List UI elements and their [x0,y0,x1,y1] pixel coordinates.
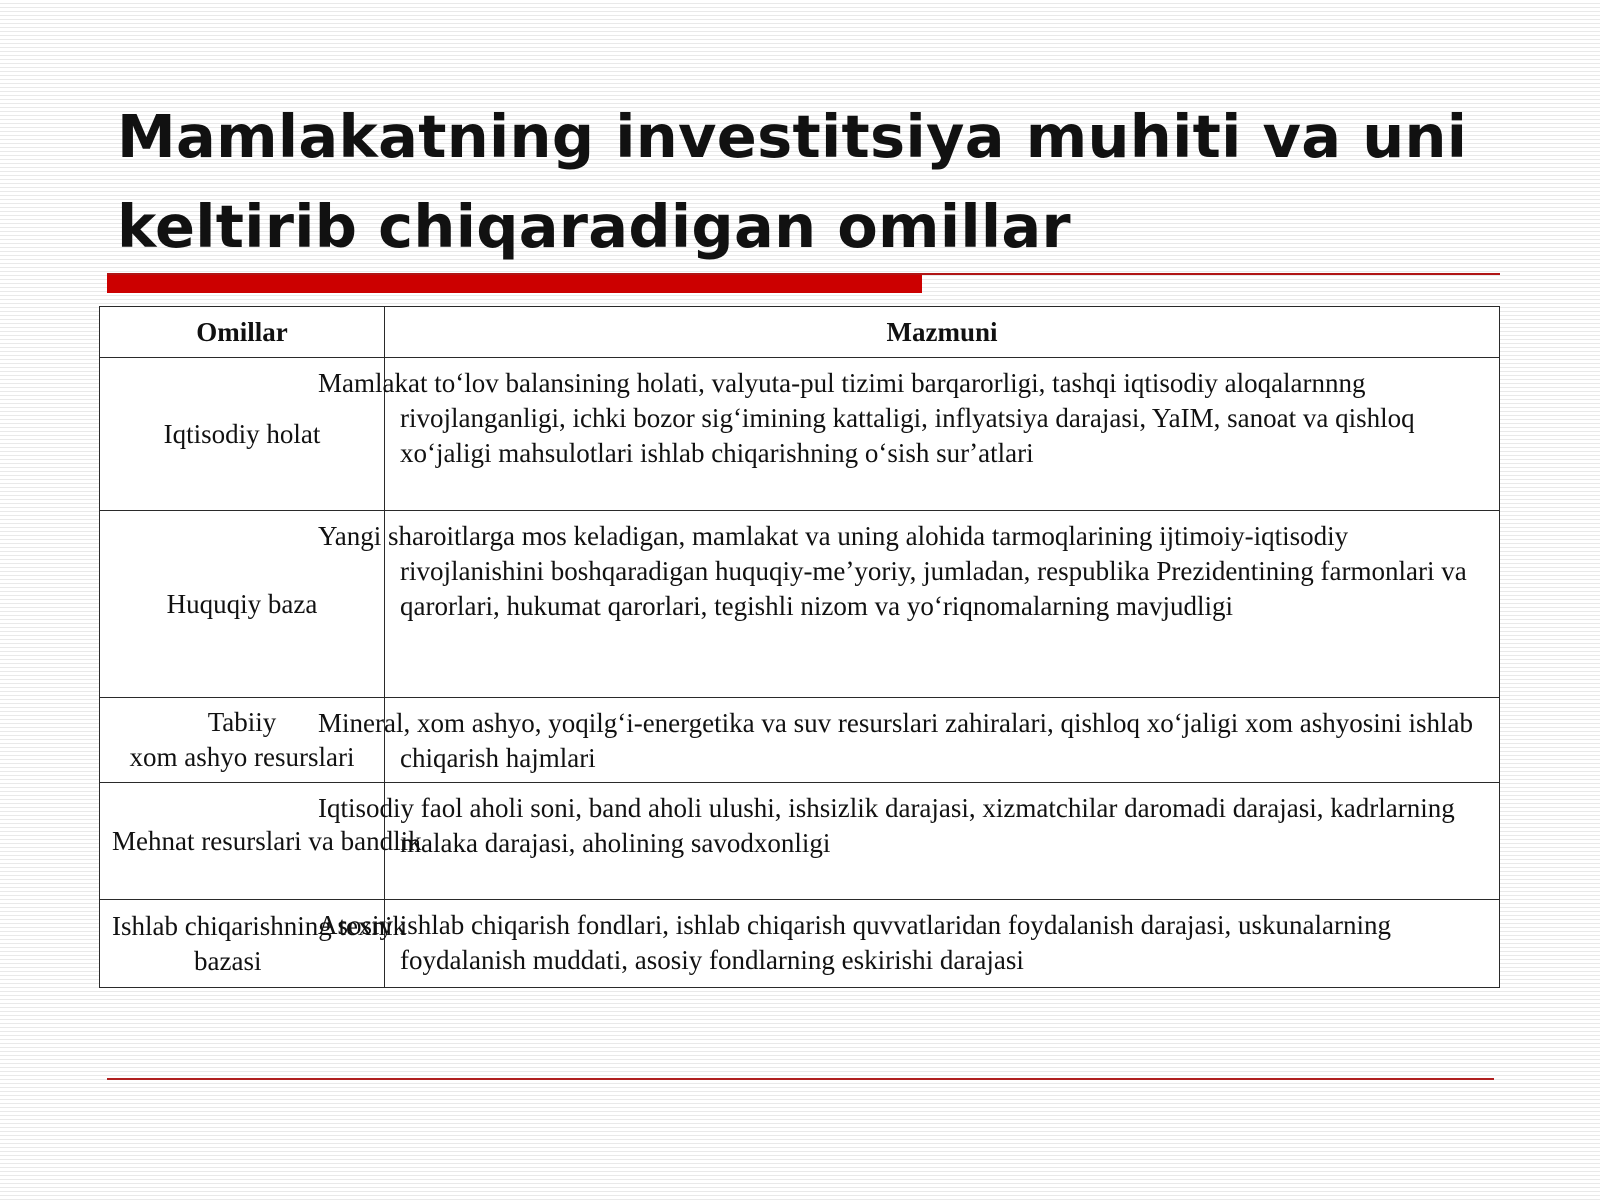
factor-cell: Huquqiy baza [100,511,385,698]
content-cell: Iqtisodiy faol aholi soni, band aholi ulushi, ishsizlik darajasi, xizmatchilar daromadi darajasi, kadrlarning malaka darajasi, aholining savodxonligi [385,783,1500,900]
table-row [100,698,1500,783]
content-cell: Yangi sharoitlarga mos keladigan, mamlakat va uning alohida tarmoqlarining ijtimoiy-iqtisodiy rivojlanishini boshqaradigan huquqiy-meʼyoriy, jumladan, respublika Prezidentining farmonlari va qarorlari, hukumat qarorlari, tegishli nizom va yoʻriqnomalarning mavjudligi [385,511,1500,698]
slide-title: Mamlakatning investitsiya muhiti va uni keltirib chiqaradigan omillar [117,102,1468,261]
table-header-row [100,307,1500,358]
table-row [100,783,1500,900]
factor-line: Tabiiy [207,707,277,737]
factor-text: Ishlab chiqarishning texnik bazasi [112,910,406,976]
column-header-factors: Omillar [100,307,385,358]
content-cell: Mineral, xom ashyo, yoqilgʻi-energetika va suv resurslari zahiralari, qishloq xoʻjaligi xom ashyosini ishlab chiqarish hajmlari [385,698,1500,783]
title-underline-thin [107,273,1500,275]
table-row [100,900,1500,988]
table-row [100,511,1500,698]
title-underline-thick [107,273,922,293]
table-row [100,358,1500,511]
content-cell: Mamlakat toʻlov balansining holati, valyuta-pul tizimi barqarorligi, tashqi iqtisodiy aloqalarnnng rivojlanganligi, ichki bozor sigʻimining kattaligi, inflyatsiya darajasi, YaIM, sanoat va qishloq xoʻjaligi mahsulotlari ishlab chiqarishning oʻsish surʼatlari [385,358,1500,511]
column-header-content: Mazmuni [385,307,1500,358]
content-cell: Asosiy ishlab chiqarish fondlari, ishlab chiqarish quvvatlaridan foydalanish darajasi, uskunalarning foydalanish muddati, asosiy fondlarning eskirishi darajasi [385,900,1500,988]
footer-divider [107,1078,1494,1080]
factor-line: xom ashyo resurslari [129,742,355,772]
factor-text: Mehnat resurslari va bandlik [112,825,422,856]
factor-cell: Iqtisodiy holat [100,358,385,511]
factors-table [99,306,1500,988]
